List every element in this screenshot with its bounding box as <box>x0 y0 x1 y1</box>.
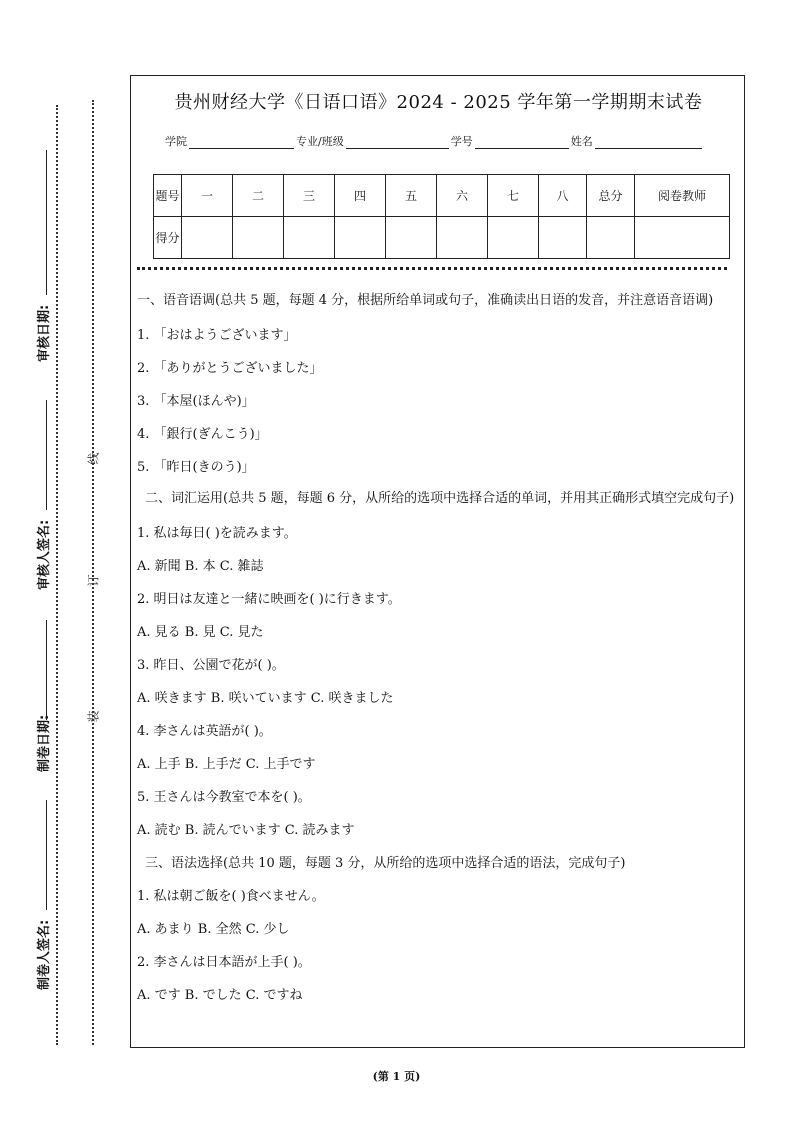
question-line: 2. 「ありがとうございました」 <box>137 361 323 376</box>
reviewer-col: 阅卷教师 <box>635 175 730 217</box>
score-cell[interactable] <box>284 217 335 259</box>
option-line: A. 読む B. 読んでいます C. 読みます <box>137 823 355 838</box>
question-line: 2. 明日は友達と一緒に映画を( )に行きます。 <box>137 592 401 607</box>
binding-char-zhuang: 装 <box>86 710 101 723</box>
score-cell[interactable] <box>386 217 437 259</box>
question-line: 1. 私は朝ご飯を( )食べません。 <box>137 889 325 904</box>
college-field[interactable] <box>189 136 294 149</box>
score-col-8: 八 <box>539 175 587 217</box>
section-1-heading: 一、语音语调(总共 5 题，每题 4 分，根据所给单词或句子，准确读出日语的发音，并注意语音语调) <box>137 293 714 308</box>
question-line: 5. 王さんは今教室で本を( )。 <box>137 790 311 805</box>
question-line: 2. 李さんは日本語が上手( )。 <box>137 955 311 970</box>
option-line: A. 見る B. 見 C. 見た <box>137 625 264 640</box>
maker-date-blank <box>46 620 47 720</box>
score-cell[interactable] <box>539 217 587 259</box>
score-table-score-row <box>154 217 730 259</box>
score-cell[interactable] <box>182 217 233 259</box>
score-col-total: 总分 <box>587 175 635 217</box>
section-2-heading: 二、词汇运用(总共 5 题，每题 6 分，从所给的选项中选择合适的单词，并用其正确形式填空完成句子) <box>145 491 735 506</box>
score-cell[interactable] <box>233 217 284 259</box>
score-cell[interactable] <box>437 217 488 259</box>
question-line: 3. 昨日、公園で花が( )。 <box>137 658 285 673</box>
score-table-header-row <box>154 175 730 217</box>
question-line: 4. 「銀行(ぎんこう)」 <box>137 427 268 442</box>
score-table <box>153 174 730 259</box>
score-col-7: 七 <box>488 175 539 217</box>
name-label: 姓名 <box>570 135 593 148</box>
question-line: 4. 李さんは英語が( )。 <box>137 724 272 739</box>
college-label: 学院 <box>165 135 187 148</box>
binding-dotted-line-outer <box>56 105 58 1045</box>
reviewer-sign-label: 审核人签名: <box>37 519 52 590</box>
score-row-label: 得分 <box>154 217 182 259</box>
binding-char-ding: 订 <box>86 574 101 587</box>
student-info-row <box>165 133 704 149</box>
maker-date-label: 制卷日期: <box>37 714 52 772</box>
question-line: 5. 「昨日(きのう)」 <box>137 460 255 475</box>
score-col-5: 五 <box>386 175 437 217</box>
dotted-separator <box>137 267 727 270</box>
question-number-label: 题号 <box>154 175 182 217</box>
page-number: (第 1 页) <box>372 1070 421 1083</box>
review-date-label: 审核日期: <box>37 304 52 362</box>
review-date-blank <box>46 150 47 295</box>
binding-dotted-line-inner <box>92 100 94 1045</box>
score-col-2: 二 <box>233 175 284 217</box>
student-id-label: 学号 <box>450 135 473 148</box>
binding-char-line: 线 <box>86 452 101 465</box>
section-3-heading: 三、语法选择(总共 10 题，每题 3 分，从所给的选项中选择合适的语法，完成句子) <box>145 856 626 871</box>
name-field[interactable] <box>595 136 702 149</box>
option-line: A. あまり B. 全然 C. 少し <box>137 922 290 937</box>
score-cell[interactable] <box>635 217 730 259</box>
score-cell[interactable] <box>488 217 539 259</box>
score-col-4: 四 <box>335 175 386 217</box>
maker-sign-label: 制卷人签名: <box>37 919 52 990</box>
exam-title: 贵州财经大学《日语口语》2024 - 2025 学年第一学期期末试卷 <box>174 92 703 113</box>
score-cell[interactable] <box>335 217 386 259</box>
maker-sign-blank <box>46 800 47 910</box>
exam-body <box>137 290 740 1016</box>
exam-frame <box>130 75 745 1048</box>
major-class-label: 专业/班级 <box>296 135 344 148</box>
major-class-field[interactable] <box>346 136 449 149</box>
score-col-6: 六 <box>437 175 488 217</box>
reviewer-sign-blank <box>46 400 47 510</box>
question-line: 1. 私は毎日( )を読みます。 <box>137 526 297 541</box>
option-line: A. 咲きます B. 咲いています C. 咲きました <box>137 691 394 706</box>
option-line: A. です B. でした C. ですね <box>137 988 303 1003</box>
question-line: 3. 「本屋(ほんや)」 <box>137 394 255 409</box>
score-cell[interactable] <box>587 217 635 259</box>
option-line: A. 上手 B. 上手だ C. 上手です <box>137 757 316 772</box>
score-col-1: 一 <box>182 175 233 217</box>
question-line: 1. 「おはようございます」 <box>137 328 297 343</box>
score-col-3: 三 <box>284 175 335 217</box>
option-line: A. 新聞 B. 本 C. 雑誌 <box>137 559 264 574</box>
student-id-field[interactable] <box>475 136 569 149</box>
